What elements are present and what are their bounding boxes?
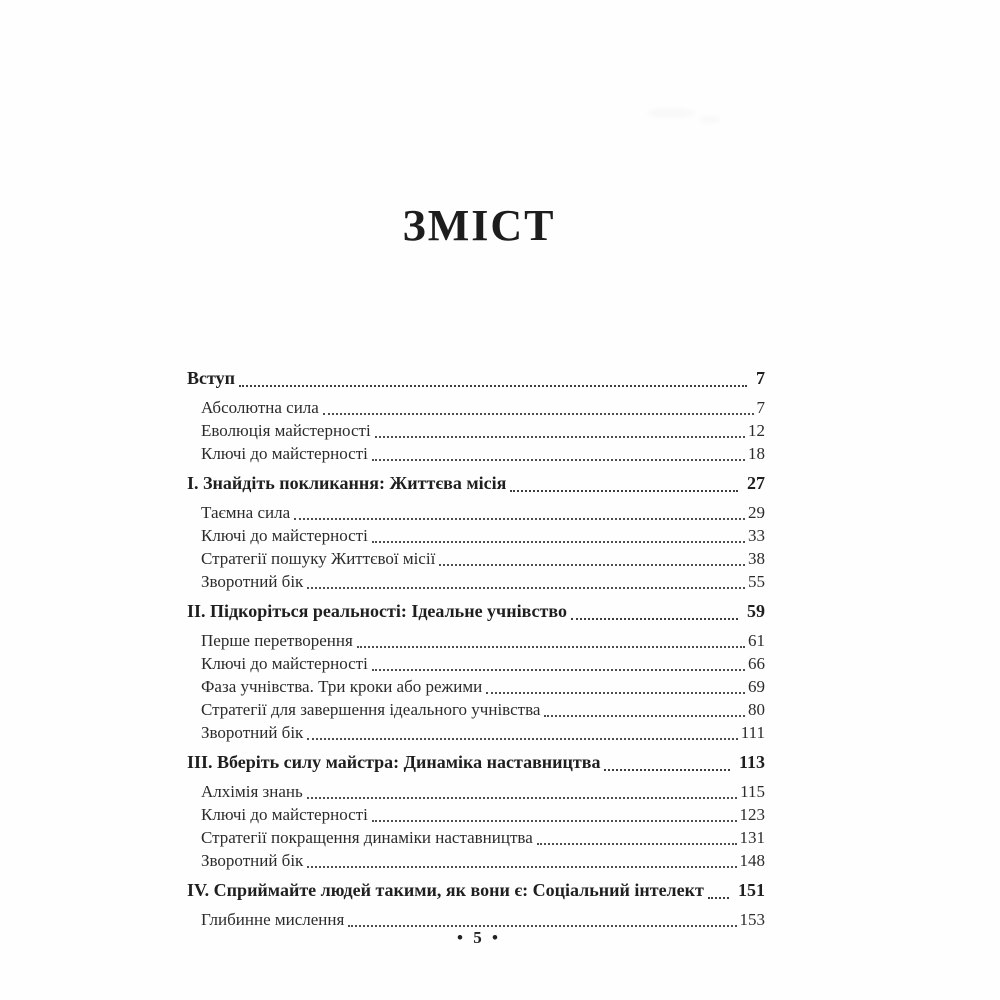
dot-leader	[372, 669, 745, 671]
toc-item-label: Перше перетворення	[201, 631, 353, 650]
dot-leader	[439, 564, 745, 566]
dot-leader	[604, 769, 730, 771]
dot-leader	[537, 843, 737, 845]
toc-item-page-number: 80	[748, 700, 765, 719]
toc-item-page-number: 61	[748, 631, 765, 650]
dot-leader	[307, 797, 737, 799]
toc-section	[187, 750, 765, 872]
toc-item-page-number: 111	[740, 723, 765, 742]
dot-leader	[357, 646, 745, 648]
toc-item-row	[187, 419, 765, 442]
toc-item-page-number: 55	[748, 572, 765, 591]
toc-heading-row	[187, 471, 765, 496]
toc-item-page-number: 33	[748, 526, 765, 545]
toc-item-row	[187, 803, 765, 826]
toc-item-row	[187, 501, 765, 524]
toc-item-page-number: 115	[740, 782, 765, 801]
toc-heading-page-number: 113	[738, 752, 765, 772]
toc-heading-label: Вступ	[187, 368, 235, 388]
toc-item-row	[187, 826, 765, 849]
toc-section	[187, 878, 765, 931]
toc-item-row	[187, 780, 765, 803]
toc-item-row	[187, 547, 765, 570]
toc-section	[187, 471, 765, 593]
toc-item-page-number: 7	[756, 398, 765, 417]
toc-item-label: Ключі до майстерності	[201, 654, 368, 673]
toc-item-row	[187, 629, 765, 652]
dot-leader	[375, 436, 745, 438]
dot-leader	[486, 692, 745, 694]
toc-item-page-number: 29	[748, 503, 765, 522]
toc-item-label: Зворотний бік	[201, 572, 304, 591]
toc-item-row	[187, 652, 765, 675]
toc-item-row	[187, 721, 765, 744]
toc-item-page-number: 66	[748, 654, 765, 673]
toc-heading-page-number: 7	[756, 368, 765, 388]
dot-leader	[544, 715, 745, 717]
toc-section	[187, 366, 765, 465]
folio-page-number: • 5 •	[457, 928, 501, 947]
toc-item-label: Стратегії для завершення ідеального учнівства	[201, 700, 541, 719]
toc-item-page-number: 153	[739, 910, 765, 929]
dot-leader	[372, 820, 737, 822]
toc-heading-label: IV. Сприймайте людей такими, як вони є: Соціальний інтелект	[187, 880, 704, 900]
toc-heading-row	[187, 366, 765, 391]
toc-item-row	[187, 849, 765, 872]
toc-item-label: Алхімія знань	[201, 782, 303, 801]
toc-heading-page-number: 151	[738, 880, 765, 900]
toc-heading-row	[187, 599, 765, 624]
toc-item-label: Еволюція майстерності	[201, 421, 371, 440]
toc-item-page-number: 38	[748, 549, 765, 568]
toc-item-label: Ключі до майстерності	[201, 805, 368, 824]
dot-leader	[510, 490, 738, 492]
dot-leader	[571, 618, 738, 620]
toc-item-label: Стратегії покращення динаміки наставництва	[201, 828, 533, 847]
toc-item-row	[187, 570, 765, 593]
toc-heading-label: ІІІ. Вберіть силу майстра: Динаміка наставництва	[187, 752, 601, 772]
toc-heading-row	[187, 750, 765, 775]
scan-smudge	[700, 116, 720, 123]
toc-item-label: Ключі до майстерності	[201, 526, 368, 545]
toc-item-row	[187, 524, 765, 547]
dot-leader	[307, 738, 737, 740]
toc-item-label: Ключі до майстерності	[201, 444, 368, 463]
dot-leader	[372, 541, 745, 543]
dot-leader	[239, 385, 747, 387]
toc-item-label: Абсолютна сила	[201, 398, 319, 417]
toc-item-row	[187, 442, 765, 465]
scan-smudge	[648, 108, 694, 118]
dot-leader	[307, 587, 745, 589]
toc-item-row	[187, 698, 765, 721]
toc-heading-page-number: 27	[747, 473, 765, 493]
dot-leader	[307, 866, 736, 868]
toc-heading-label: І. Знайдіть покликання: Життєва місія	[187, 473, 507, 493]
dot-leader	[323, 413, 754, 415]
toc-heading-row	[187, 878, 765, 903]
toc-item-row	[187, 396, 765, 419]
dot-leader	[294, 518, 745, 520]
toc-item-page-number: 69	[748, 677, 765, 696]
toc-heading-page-number: 59	[747, 601, 765, 621]
toc-item-page-number: 148	[739, 851, 765, 870]
toc-item-label: Стратегії пошуку Життєвої місії	[201, 549, 436, 568]
dot-leader	[348, 925, 736, 927]
toc-item-label: Таємна сила	[201, 503, 291, 522]
toc-section	[187, 599, 765, 744]
toc-item-label: Зворотний бік	[201, 723, 304, 742]
dot-leader	[372, 459, 745, 461]
toc-heading-label: ІІ. Підкоріться реальності: Ідеальне учнівство	[187, 601, 567, 621]
toc-item-label: Зворотний бік	[201, 851, 304, 870]
toc-item-row	[187, 675, 765, 698]
page-title: ЗМІСТ	[402, 201, 556, 250]
toc-item-page-number: 131	[739, 828, 765, 847]
toc-item-page-number: 18	[748, 444, 765, 463]
toc-item-label: Глибинне мислення	[201, 910, 345, 929]
toc-item-page-number: 123	[739, 805, 765, 824]
dot-leader	[708, 897, 729, 899]
toc-list	[187, 366, 765, 931]
toc-item-page-number: 12	[748, 421, 765, 440]
toc-item-label: Фаза учнівства. Три кроки або режими	[201, 677, 483, 696]
